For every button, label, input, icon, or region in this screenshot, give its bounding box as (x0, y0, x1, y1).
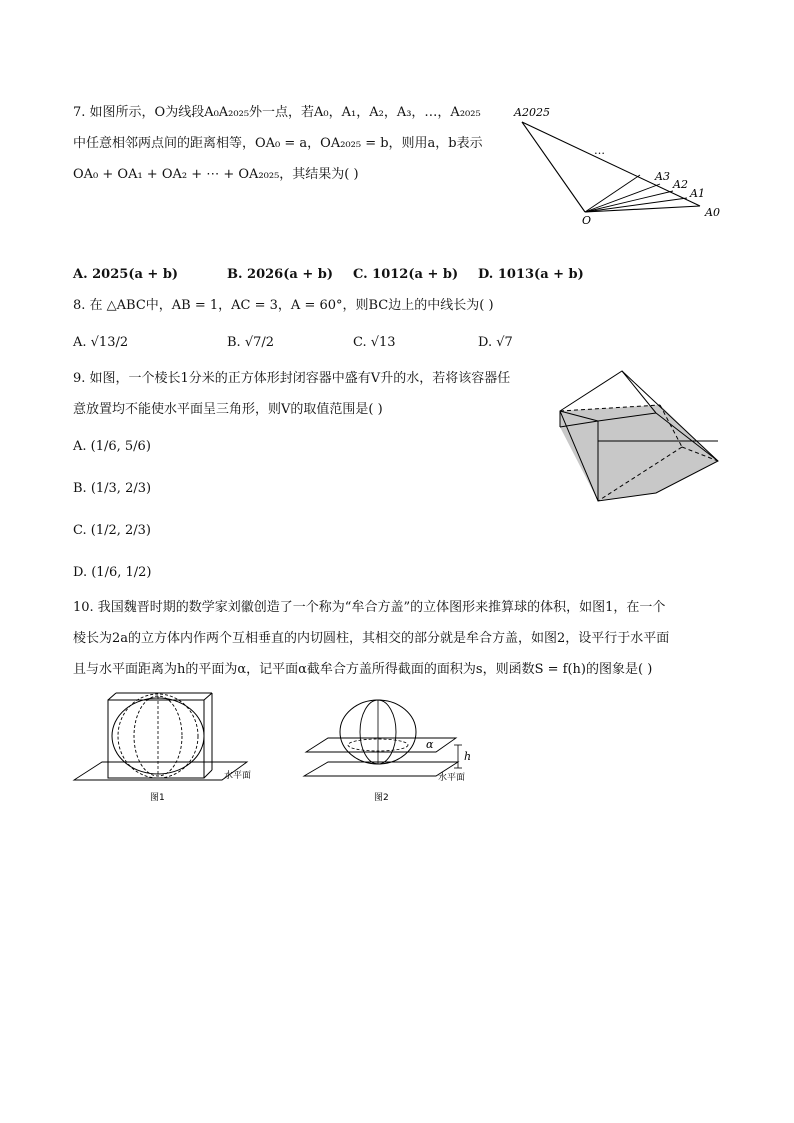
q8-line1: 8. 在 △ABC中，AB = 1，AC = 3，A = 60°，则BC边上的中线长为( ) (73, 298, 494, 313)
q7-label-a1: A1 (690, 187, 705, 200)
q7-label-a3: A3 (655, 170, 670, 183)
q7-option-d: D. 1013(a + b) (478, 267, 584, 282)
q7-label-a0: A0 (705, 206, 720, 219)
q9-option-c: C. (1/2, 2/3) (73, 523, 151, 538)
q7-label-a2025: A2025 (514, 106, 550, 119)
q7-label-dots: … (594, 144, 605, 157)
q7-option-b: B. 2026(a + b) (227, 267, 333, 282)
q8-option-b: B. √7/2 (227, 335, 275, 350)
q7-line2: 中任意相邻两点间的距离相等，OA₀ = a，OA₂₀₂₅ = b，则用a，b表示 (73, 136, 483, 151)
q10-fig1-plane-label: 水平面 (224, 771, 252, 781)
q10-line2: 棱长为2a的立方体内作两个互相垂直的内切圆柱，其相交的部分就是牟合方盖，如图2，设平行于水平面 (73, 631, 670, 646)
q8-option-c: C. √13 (353, 335, 396, 350)
q9-line1: 9. 如图，一个棱长1分米的正方体形封闭容器中盛有V升的水，若将该容器任 (73, 371, 511, 386)
q8-option-d: D. √7 (478, 335, 513, 350)
q7-label-a2: A2 (673, 178, 688, 191)
q7-line3: OA₀ + OA₁ + OA₂ + ⋯ + OA₂₀₂₅，其结果为( ) (73, 167, 359, 182)
q8-option-a: A. √13/2 (73, 335, 129, 350)
q10-figure2 (300, 690, 480, 805)
q9-line2: 意放置均不能使水平面呈三角形，则V的取值范围是( ) (73, 402, 383, 417)
q9-cube-figure (550, 365, 725, 510)
q7-figure (510, 100, 730, 230)
q10-line3: 且与水平面距离为h的平面为α，记平面α截牟合方盖所得截面的面积为s，则函数S = f(h)的图象是( ) (73, 662, 653, 677)
q10-fig2-h-label: h (464, 750, 472, 763)
q10-line1: 10. 我国魏晋时期的数学家刘徽创造了一个称为“牟合方盖”的立体图形来推算球的体积，如图1，在一个 (73, 600, 666, 615)
q7-option-a: A. 2025(a + b) (73, 267, 179, 282)
q9-option-b: B. (1/3, 2/3) (73, 481, 152, 496)
q7-option-c: C. 1012(a + b) (353, 267, 459, 282)
q7-line1: 7. 如图所示，O为线段A₀A₂₀₂₅外一点，若A₀，A₁，A₂，A₃，…，A₂₀₂₅ (73, 105, 481, 120)
q10-fig2-plane-label: 水平面 (438, 773, 466, 783)
q10-fig2-caption: 图2 (374, 793, 389, 803)
q10-fig2-alpha-label: α (426, 738, 434, 751)
q10-figure1 (72, 690, 272, 805)
q9-option-d: D. (1/6, 1/2) (73, 565, 152, 580)
q9-option-a: A. (1/6, 5/6) (73, 439, 151, 454)
q10-fig1-caption: 图1 (150, 793, 165, 803)
q7-label-o: O (582, 214, 592, 227)
